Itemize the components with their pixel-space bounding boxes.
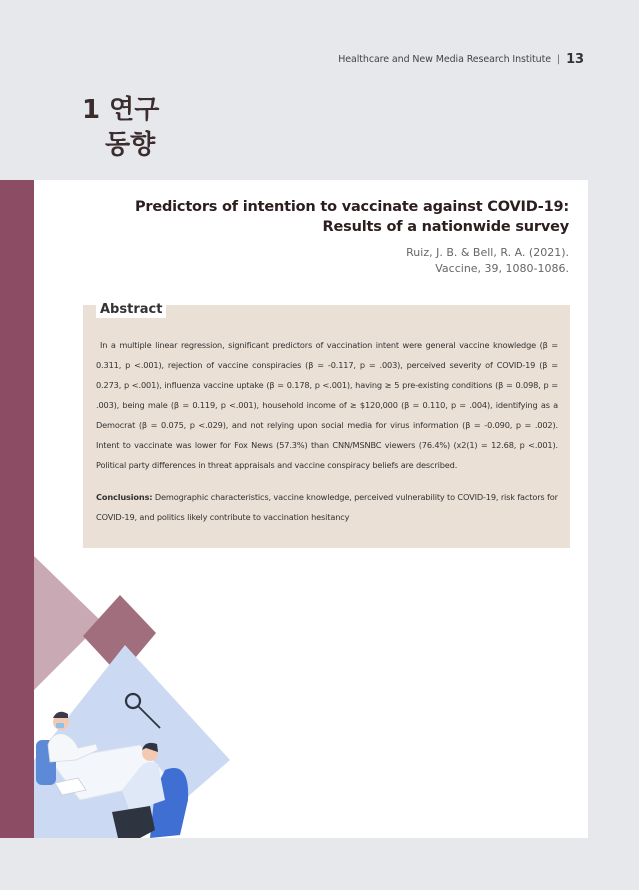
citation-authors: Ruiz, J. B. & Bell, R. A. (2021). xyxy=(406,246,569,259)
conclusions-text: Demographic characteristics, vaccine knowledge, perceived vulnerability to COVID-19, risk factors for COVID-19, and politics likely contribute to vaccination hesitancy xyxy=(96,492,558,522)
page-number: 13 xyxy=(566,52,584,67)
institute-name: Healthcare and New Media Research Institute xyxy=(338,54,551,65)
abstract-body-text: In a multiple linear regression, significant predictors of vaccination intent were general vaccine knowledge (β = 0.311, p <.001), rejection of vaccine conspiracies (β = -0.117, p = .003), perceived severity of COVID-19 (β = 0.273, p <.001), influenza vaccine uptake (β = 0.178, p <.001), having ≥ 5 pre-existing conditions (β = 0.098, p = .003), being male (β = 0.119, p <.001), household income of ≥ $120,000 (β = 0.110, p = .004), identifying as a Democrat (β = 0.075, p <.029), and not relying upon social media for virus information (β = -0.090, p = .002). Intent to vaccinate was lower for Fox News (57.3%) than CNN/MSNBC viewers (76.4%) (x2(1) = 12.68, p <.001). Political party differences in threat appraisals and vaccine conspiracy beliefs are described. xyxy=(96,340,558,470)
header-separator: | xyxy=(556,54,561,65)
paper-title: Predictors of intention to vaccinate against COVID-19: Results of a nationwide survey xyxy=(134,199,569,235)
conclusions-label: Conclusions: xyxy=(96,492,153,502)
conclusions xyxy=(96,487,558,527)
abstract-body xyxy=(96,335,558,475)
section-number: 1 xyxy=(82,95,101,125)
citation xyxy=(169,245,569,277)
side-accent-bar xyxy=(0,180,34,838)
citation-journal: Vaccine, 39, 1080-1086. xyxy=(435,262,569,275)
running-header xyxy=(338,52,584,67)
section-title xyxy=(82,93,159,163)
section-title-line2: 동향 xyxy=(105,130,156,160)
section-title-line1: 연구 xyxy=(109,95,160,125)
abstract-label: Abstract xyxy=(96,302,166,318)
